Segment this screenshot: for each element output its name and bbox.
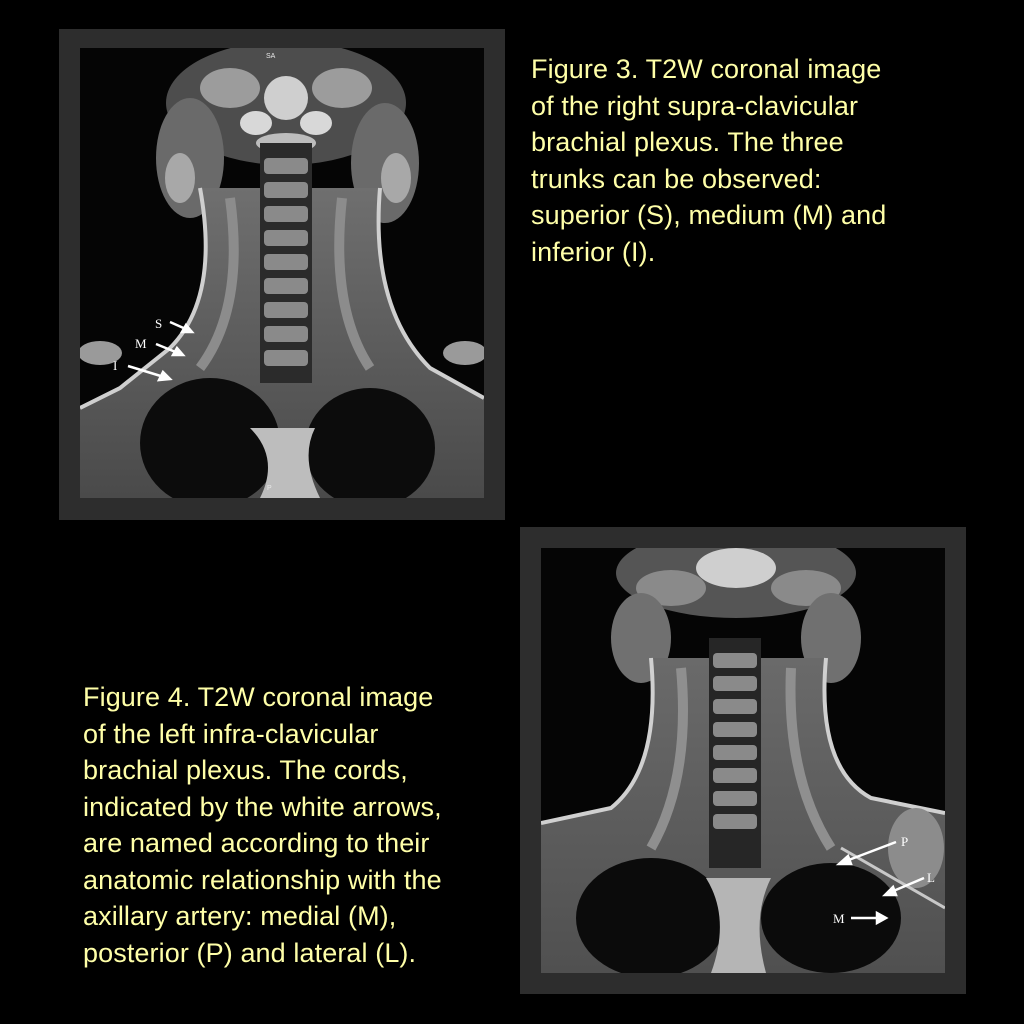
arrow-label-s: S [155,316,163,331]
figure-4-caption-line: anatomic relationship with the [83,864,442,895]
figure-4-caption-line: of the left infra-clavicular [83,718,379,749]
figure-4-caption-line: are named according to their [83,828,430,858]
arrow-label-m: M [135,336,147,351]
figure-4-caption-line: indicated by the white arrows, [83,791,442,822]
orientation-marker-bottom: P [267,485,272,492]
figure-4-mri-image [541,548,945,973]
arrow-label-m: M [833,911,845,926]
figure-4-caption-line: brachial plexus. The cords, [83,755,408,785]
orientation-marker-top: SA [266,53,276,60]
figure-4-caption [83,679,442,971]
figure-4-caption-line: Figure 4. T2W coronal image [83,682,434,712]
figure-4-caption-line: axillary artery: medial (M), [83,901,397,931]
figure-3-caption [531,51,886,270]
figure-3-caption-line: of the right supra-clavicular [531,90,859,121]
figure-3-caption-line: trunks can be observed: [531,163,822,194]
figure-3-caption-line: inferior (I). [531,236,656,267]
figure-3-caption-line: brachial plexus. The three [531,127,844,157]
figure-4-caption-line: posterior (P) and lateral (L). [83,937,417,968]
figure-3-caption-line: Figure 3. T2W coronal image [531,54,882,84]
figure-3-caption-line: superior (S), medium (M) and [531,200,887,230]
figure-3-mri-image [80,48,484,498]
arrow-label-l: L [927,870,935,885]
arrow-label-i: I [113,358,118,373]
arrow-label-p: P [901,834,909,849]
